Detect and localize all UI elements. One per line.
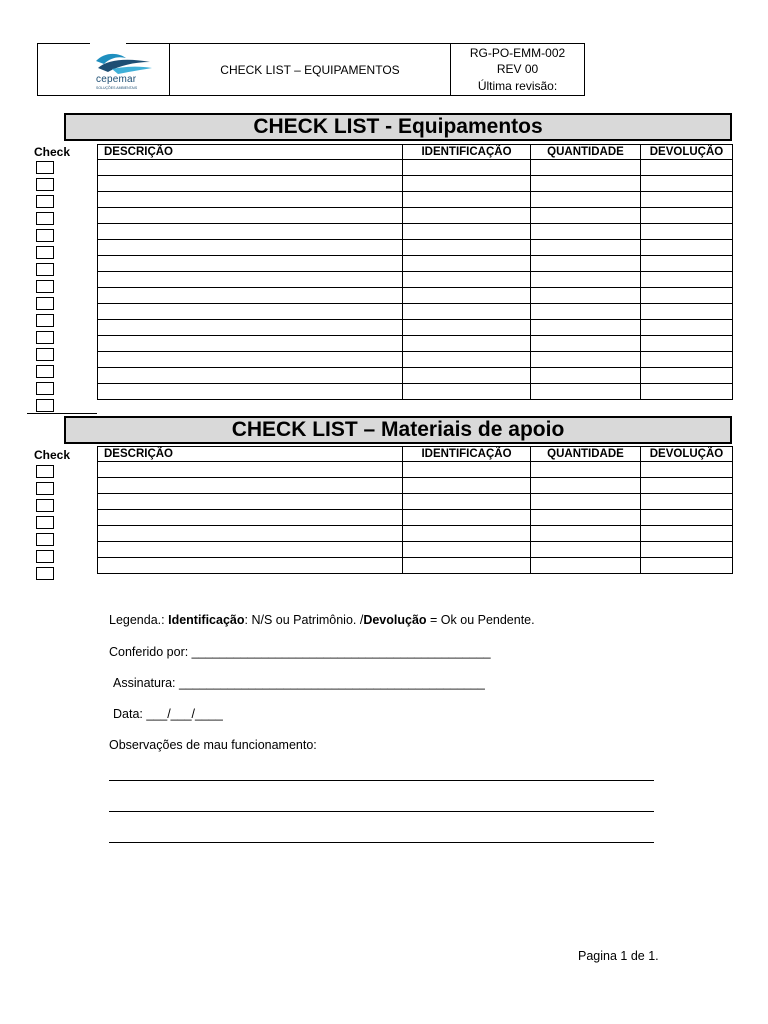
cell-devolucao[interactable] xyxy=(641,558,733,574)
checkbox[interactable] xyxy=(36,482,54,495)
cell-descricao[interactable] xyxy=(98,272,403,288)
checkbox[interactable] xyxy=(36,567,54,580)
observacoes-label: Observações de mau funcionamento: xyxy=(109,738,317,752)
table-row xyxy=(98,288,733,304)
cell-identificacao[interactable] xyxy=(403,320,531,336)
table-row xyxy=(98,224,733,240)
cell-identificacao[interactable] xyxy=(403,352,531,368)
checkbox[interactable] xyxy=(36,382,54,395)
cell-descricao[interactable] xyxy=(98,510,403,526)
cell-quantidade[interactable] xyxy=(531,240,641,256)
cell-quantidade[interactable] xyxy=(531,208,641,224)
cell-devolucao[interactable] xyxy=(641,304,733,320)
cell-devolucao[interactable] xyxy=(641,510,733,526)
table-row xyxy=(98,368,733,384)
cell-devolucao[interactable] xyxy=(641,384,733,400)
cell-devolucao[interactable] xyxy=(641,192,733,208)
cell-devolucao[interactable] xyxy=(641,272,733,288)
cell-quantidade[interactable] xyxy=(531,494,641,510)
cell-descricao[interactable] xyxy=(98,288,403,304)
table-row xyxy=(98,526,733,542)
cell-identificacao[interactable] xyxy=(403,192,531,208)
cell-quantidade[interactable] xyxy=(531,304,641,320)
table-row xyxy=(98,558,733,574)
table-row xyxy=(98,320,733,336)
conferido-por-field[interactable]: Conferido por: ___________________________________________ xyxy=(109,645,491,659)
cell-devolucao[interactable] xyxy=(641,336,733,352)
cell-descricao[interactable] xyxy=(98,384,403,400)
cell-descricao[interactable] xyxy=(98,256,403,272)
cell-quantidade[interactable] xyxy=(531,462,641,478)
checkbox[interactable] xyxy=(36,399,54,412)
col-header-devolucao: DEVOLUÇÃO xyxy=(641,145,733,160)
col-header-descricao: DESCRIÇÃO xyxy=(98,145,403,160)
cell-quantidade[interactable] xyxy=(531,192,641,208)
cell-quantidade[interactable] xyxy=(531,288,641,304)
logo-subtext: SOLUÇÕES AMBIENTAIS xyxy=(96,86,138,90)
cell-identificacao[interactable] xyxy=(403,494,531,510)
checkbox[interactable] xyxy=(36,533,54,546)
cell-devolucao[interactable] xyxy=(641,176,733,192)
table-row xyxy=(98,160,733,176)
cell-devolucao[interactable] xyxy=(641,288,733,304)
checkbox[interactable] xyxy=(36,348,54,361)
cell-devolucao[interactable] xyxy=(641,494,733,510)
cell-devolucao[interactable] xyxy=(641,240,733,256)
cell-quantidade[interactable] xyxy=(531,384,641,400)
document-header xyxy=(37,43,585,96)
cell-quantidade[interactable] xyxy=(531,336,641,352)
cell-identificacao[interactable] xyxy=(403,478,531,494)
header-meta xyxy=(451,44,584,95)
cell-devolucao[interactable] xyxy=(641,320,733,336)
checkbox[interactable] xyxy=(36,550,54,563)
document-code: RG-PO-EMM-002 xyxy=(469,46,566,61)
cell-identificacao[interactable] xyxy=(403,526,531,542)
cell-quantidade[interactable] xyxy=(531,526,641,542)
col-header-identificacao: IDENTIFICAÇÃO xyxy=(403,145,531,160)
cell-identificacao[interactable] xyxy=(403,462,531,478)
table-row xyxy=(98,240,733,256)
equipment-table xyxy=(97,144,733,400)
cell-descricao[interactable] xyxy=(98,320,403,336)
table-row xyxy=(98,192,733,208)
divider-line xyxy=(27,413,97,414)
cell-identificacao[interactable] xyxy=(403,510,531,526)
cell-quantidade[interactable] xyxy=(531,224,641,240)
logo-text: cepemar xyxy=(96,74,137,85)
col-header-descricao: DESCRIÇÃO xyxy=(98,447,403,462)
cell-identificacao[interactable] xyxy=(403,558,531,574)
cell-descricao[interactable] xyxy=(98,160,403,176)
table-row xyxy=(98,478,733,494)
col-header-devolucao: DEVOLUÇÃO xyxy=(641,447,733,462)
cell-devolucao[interactable] xyxy=(641,256,733,272)
section-title-equipamentos: CHECK LIST - Equipamentos xyxy=(64,113,732,141)
legend xyxy=(109,613,535,627)
cell-descricao[interactable] xyxy=(98,240,403,256)
cell-devolucao[interactable] xyxy=(641,208,733,224)
table-row xyxy=(98,510,733,526)
legend-id-label: Identificação xyxy=(168,613,245,627)
table-row xyxy=(98,384,733,400)
cell-quantidade[interactable] xyxy=(531,160,641,176)
checkbox[interactable] xyxy=(36,331,54,344)
cell-quantidade[interactable] xyxy=(531,352,641,368)
legend-dev-text: = Ok ou Pendente. xyxy=(426,613,535,627)
cell-quantidade[interactable] xyxy=(531,368,641,384)
cell-quantidade[interactable] xyxy=(531,176,641,192)
cell-quantidade[interactable] xyxy=(531,542,641,558)
cell-quantidade[interactable] xyxy=(531,510,641,526)
observation-line-1[interactable] xyxy=(109,780,654,781)
cell-devolucao[interactable] xyxy=(641,542,733,558)
logo-cell xyxy=(38,44,170,95)
data-field[interactable]: Data: ___/___/____ xyxy=(113,707,223,721)
cell-quantidade[interactable] xyxy=(531,256,641,272)
cell-quantidade[interactable] xyxy=(531,478,641,494)
checkbox[interactable] xyxy=(36,212,54,225)
cell-descricao[interactable] xyxy=(98,526,403,542)
table-row xyxy=(98,352,733,368)
cell-devolucao[interactable] xyxy=(641,368,733,384)
col-header-identificacao: IDENTIFICAÇÃO xyxy=(403,447,531,462)
cell-quantidade[interactable] xyxy=(531,272,641,288)
legend-prefix: Legenda.: xyxy=(109,613,169,627)
cell-identificacao[interactable] xyxy=(403,256,531,272)
cell-descricao[interactable] xyxy=(98,558,403,574)
table-row xyxy=(98,208,733,224)
col-header-quantidade: QUANTIDADE xyxy=(531,447,641,462)
cell-descricao[interactable] xyxy=(98,462,403,478)
cell-descricao[interactable] xyxy=(98,336,403,352)
legend-id-text: : N/S ou Patrimônio. / xyxy=(244,613,364,627)
materials-table xyxy=(97,446,733,574)
cell-identificacao[interactable] xyxy=(403,176,531,192)
cell-identificacao[interactable] xyxy=(403,368,531,384)
checkbox[interactable] xyxy=(36,246,54,259)
checkbox[interactable] xyxy=(36,365,54,378)
cell-identificacao[interactable] xyxy=(403,336,531,352)
checkbox[interactable] xyxy=(36,516,54,529)
check-column-label: Check xyxy=(34,145,71,159)
table-row xyxy=(98,272,733,288)
cell-identificacao[interactable] xyxy=(403,224,531,240)
cell-identificacao[interactable] xyxy=(403,272,531,288)
table-row xyxy=(98,256,733,272)
section-title-materiais: CHECK LIST – Materiais de apoio xyxy=(64,416,732,444)
revision-number: REV 00 xyxy=(496,62,539,77)
checkbox[interactable] xyxy=(36,229,54,242)
cell-devolucao[interactable] xyxy=(641,478,733,494)
table-row xyxy=(98,462,733,478)
cell-identificacao[interactable] xyxy=(403,208,531,224)
observation-line-3[interactable] xyxy=(109,842,654,843)
cell-descricao[interactable] xyxy=(98,368,403,384)
cell-identificacao[interactable] xyxy=(403,240,531,256)
assinatura-field[interactable]: Assinatura: ____________________________________________ xyxy=(113,676,485,690)
cell-identificacao[interactable] xyxy=(403,384,531,400)
table-row xyxy=(98,336,733,352)
checkbox[interactable] xyxy=(36,178,54,191)
checkbox[interactable] xyxy=(36,499,54,512)
cell-devolucao[interactable] xyxy=(641,462,733,478)
cell-devolucao[interactable] xyxy=(641,352,733,368)
cell-quantidade[interactable] xyxy=(531,320,641,336)
cell-descricao[interactable] xyxy=(98,352,403,368)
header-title: CHECK LIST – EQUIPAMENTOS xyxy=(170,44,451,95)
cell-quantidade[interactable] xyxy=(531,558,641,574)
cell-identificacao[interactable] xyxy=(403,304,531,320)
checkbox[interactable] xyxy=(36,161,54,174)
table-row xyxy=(98,304,733,320)
checkbox[interactable] xyxy=(36,465,54,478)
cell-descricao[interactable] xyxy=(98,494,403,510)
table-row xyxy=(98,542,733,558)
checkbox[interactable] xyxy=(36,314,54,327)
cell-descricao[interactable] xyxy=(98,176,403,192)
cell-descricao[interactable] xyxy=(98,304,403,320)
observation-line-2[interactable] xyxy=(109,811,654,812)
check-column-label: Check xyxy=(34,448,71,462)
legend-dev-label: Devolução xyxy=(363,613,427,627)
table-row xyxy=(98,494,733,510)
table-row xyxy=(98,176,733,192)
checkbox[interactable] xyxy=(36,263,54,276)
checkbox[interactable] xyxy=(36,195,54,208)
cell-devolucao[interactable] xyxy=(641,224,733,240)
cell-identificacao[interactable] xyxy=(403,288,531,304)
cell-descricao[interactable] xyxy=(98,478,403,494)
checkbox[interactable] xyxy=(36,297,54,310)
cell-descricao[interactable] xyxy=(98,208,403,224)
page-number: Pagina 1 de 1. xyxy=(578,949,659,963)
cell-descricao[interactable] xyxy=(98,224,403,240)
cell-devolucao[interactable] xyxy=(641,526,733,542)
last-revision: Última revisão: xyxy=(477,78,558,93)
cell-descricao[interactable] xyxy=(98,542,403,558)
col-header-quantidade: QUANTIDADE xyxy=(531,145,641,160)
checkbox[interactable] xyxy=(36,280,54,293)
cell-identificacao[interactable] xyxy=(403,160,531,176)
cell-descricao[interactable] xyxy=(98,192,403,208)
cell-identificacao[interactable] xyxy=(403,542,531,558)
cell-devolucao[interactable] xyxy=(641,160,733,176)
